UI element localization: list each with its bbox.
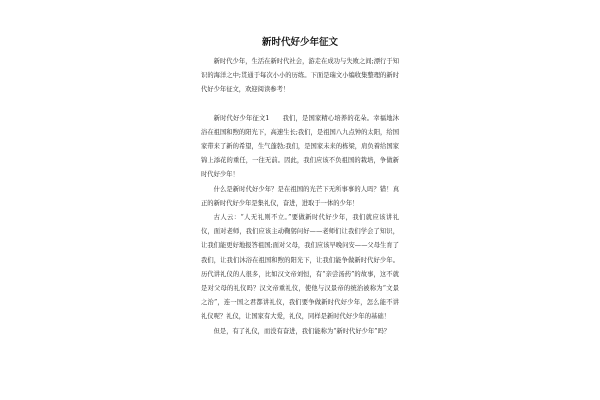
paragraph-2: 什么是新时代好少年？是在祖国的光芒下无所事事的人吗？错！真正的新时代好少年是集礼仪，奋进，进取于一体的少年！ (201, 185, 399, 207)
paragraph-3: 古人云：“人无礼则不立。”要做新时代好少年，我们就应该讲礼仪，面对老师，我们应该主动鞠躬问好——老师们让我们学会了知识，让我们能更好地报答祖国;面对父母，我们应该早晚问安——父母生育了我们，让我们沐浴在祖国和煦的阳光下，让我们能争做新时代好少年。历代讲礼仪的人很多，比如汉文帝刘恒，有“亲尝汤药”的故事，这不就是对父母的礼仪吗？汉文帝重礼仪，使他与汉景帝的统治被称为“文景之治”，连一国之君都讲礼仪，我们要争做新时代好少年，怎么能不讲礼仪呢？礼仪，让国家有大爱，礼仪，同样是新时代好少年的基础！ (201, 214, 399, 321)
paragraph-4: 但是，有了礼仪，而没有奋进，我们能称为“新时代好少年”吗？ (213, 327, 391, 335)
paragraph-1: 新时代好少年征文1 我们，是国家精心培养的花朵。幸福地沐浴在祖国和煦的阳光下，高速生长;我们，是祖国八九点钟的太阳，给国家带来了新的希望，生气蓬勃;我们，是国家未来的栋梁，肩负着给国家锦上添花的重任，一往无前。因此，我们应该不负祖国的栽培，争做新时代好少年！ (201, 114, 399, 179)
article-title: 新时代好少年征文 (261, 37, 338, 48)
article-body (201, 36, 399, 339)
paragraph-spacer (201, 98, 399, 112)
intro-paragraph: 新时代少年，生活在新时代社会，游走在成功与失败之间;漂行于知识的海洋之中;贯通于每次小小的历练。下面是瑞文小编收集整理的新时代好少年征文，欢迎阅读参考！ (201, 58, 399, 94)
